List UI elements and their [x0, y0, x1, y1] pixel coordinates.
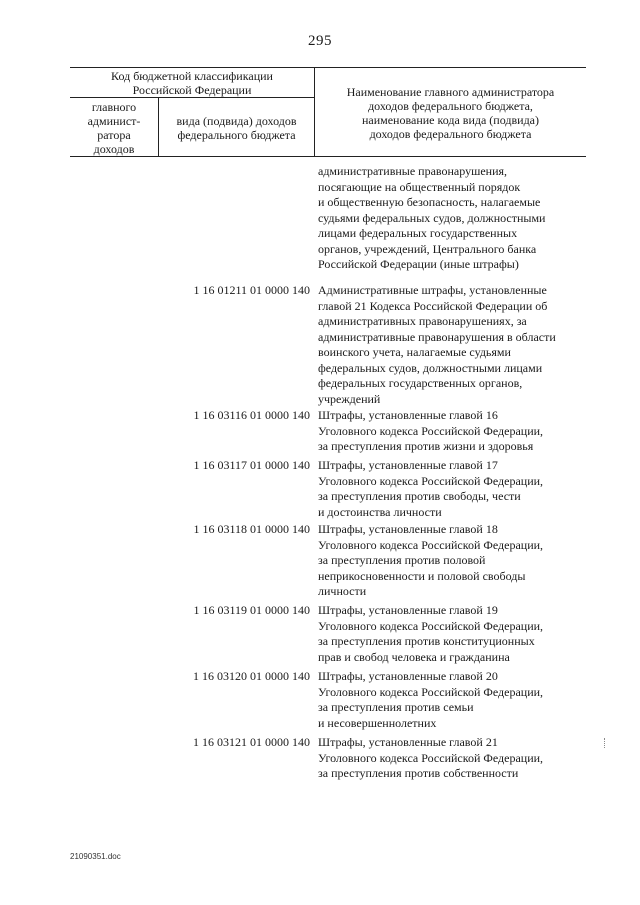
row-description: Штрафы, установленные главой 19 Уголовного кодекса Российской Федерации, за преступления против конституционных прав и свобод человека и гражданина — [318, 603, 544, 664]
row-description: административные правонарушения, посягающие на общественный порядок и общественную безопасность, налагаемые судьями федеральных судов, должностными лицами федеральных государственных органов, учреждений, Центрального банка Российской Федерации (иные штрафы) — [318, 164, 546, 271]
page-number: 295 — [308, 33, 332, 49]
header-col-revenue: вида (подвида) доходов федерального бюджета — [176, 114, 297, 142]
document-footer-code: 21090351.doc — [70, 852, 121, 861]
row-code: 1 16 03121 01 0000 140 — [193, 735, 310, 749]
row-code: 1 16 03120 01 0000 140 — [193, 669, 310, 683]
header-col-admin: главного админист- ратора доходов — [87, 100, 141, 156]
row-description: Штрафы, установленные главой 17 Уголовного кодекса Российской Федерации, за преступления против свободы, чести и достоинства личности — [318, 458, 544, 519]
row-description: Административные штрафы, установленные главой 21 Кодекса Российской Федерации об административных правонарушениях, за административные правонарушения в области воинского учета, налагаемые судьями федеральных судов, должностными лицами федеральных государственных органов, учреждений — [318, 283, 556, 406]
header-group-title: Код бюджетной классификации Российской Федерации — [111, 69, 273, 97]
row-code: 1 16 03119 01 0000 140 — [193, 603, 310, 617]
row-description: Штрафы, установленные главой 20 Уголовного кодекса Российской Федерации, за преступления против семьи и несовершеннолетних — [318, 669, 544, 730]
header-col-name: Наименование главного администратора доходов федерального бюджета, наименование кода вида (подвида) доходов федерального бюджета — [346, 85, 555, 141]
row-code: 1 16 01211 01 0000 140 — [193, 283, 310, 297]
row-description: Штрафы, установленные главой 21 Уголовного кодекса Российской Федерации, за преступления против собственности — [318, 735, 544, 780]
row-code: 1 16 03118 01 0000 140 — [193, 522, 310, 536]
row-description: Штрафы, установленные главой 16 Уголовного кодекса Российской Федерации, за преступления против жизни и здоровья — [318, 408, 544, 453]
row-code: 1 16 03116 01 0000 140 — [193, 408, 310, 422]
row-code: 1 16 03117 01 0000 140 — [193, 458, 310, 472]
row-description: Штрафы, установленные главой 18 Уголовного кодекса Российской Федерации, за преступления против половой неприкосновенности и половой свободы личности — [318, 522, 544, 598]
margin-mark — [604, 738, 606, 748]
